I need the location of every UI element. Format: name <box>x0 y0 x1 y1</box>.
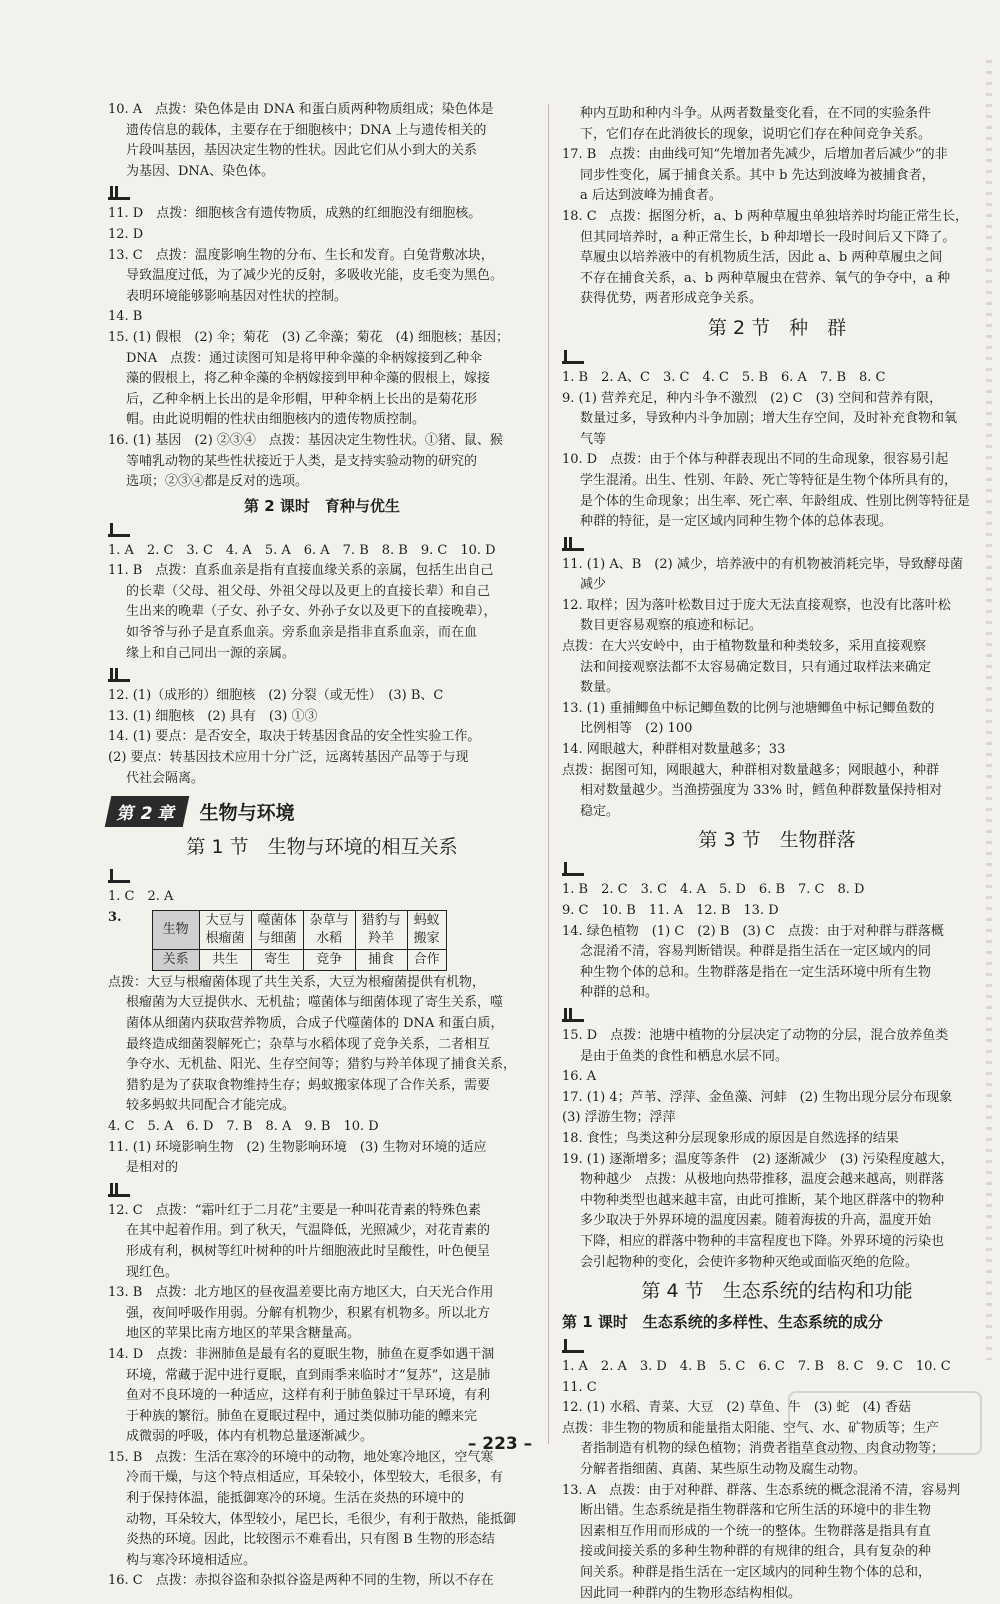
chapter-heading <box>108 793 536 829</box>
answer-line: 数量。 <box>580 680 620 696</box>
table-cell: 寄生 <box>251 949 303 970</box>
level-1-icon <box>562 1338 992 1356</box>
answer-line: 断出错。生态系统是指生物群落和它所生活的环境中的非生物 <box>580 1503 932 1519</box>
answer-line: 10. D 点拨：由于个体与种群表现出不同的生命现象，很容易引起 <box>562 452 949 468</box>
answers-block <box>108 541 536 665</box>
answer-line: 根瘤菌为大豆提供水、无机盐；噬菌体与细菌体现了寄生关系，噬 <box>126 995 504 1011</box>
answer-line: 1. A 2. C 3. C 4. A 5. A 6. A 7. B 8. B 9. C 10. D <box>108 542 496 558</box>
question-number: 3. <box>108 909 122 925</box>
answer-line: 接或间接关系的多种生物种群的有规律的组合，具有复杂的种 <box>580 1544 932 1560</box>
answer-line: 多少取决于外界环境的温度因素。随着海拔的升高，温度开始 <box>580 1213 932 1229</box>
table-row <box>152 910 446 949</box>
chapter-tag: 第 2 章 <box>105 796 189 827</box>
answer-line: 点拨：在大兴安岭中，由于植物数量和种类较多，采用直接观察 <box>562 639 927 655</box>
answers-block <box>108 887 536 908</box>
answer-line: 会引起物种的变化，会使许多物种灭绝或面临灭绝的危险。 <box>580 1254 919 1270</box>
answer-line: 点拨：据图可知，网眼越大，种群相对数量越多；网眼越小，种群 <box>562 762 940 778</box>
answer-line: 最终造成细菌裂解死亡；杂草与水稻体现了竞争关系，二者相互 <box>126 1036 491 1052</box>
answers-block <box>562 104 992 310</box>
table-cell: 大豆与 根瘤菌 <box>199 910 251 949</box>
answer-line: a 后达到波峰为捕食者。 <box>580 188 722 204</box>
answer-line: 18. 食性；鸟类这种分层现象形成的原因是自然选择的结果 <box>562 1130 899 1146</box>
answer-line: 法和间接观察法都不太容易确定数目，只有通过取样法来确定 <box>580 659 932 675</box>
answer-line: 分解者指细菌、真菌、某些原生动物及腐生动物。 <box>580 1462 867 1478</box>
answer-line: 16. C 点拨：赤拟谷盗和杂拟谷盗是两种不同的生物，所以不存在 <box>108 1573 494 1589</box>
left-column <box>108 100 536 1592</box>
table-header-cell: 关系 <box>152 949 199 970</box>
table-row <box>152 949 446 970</box>
table-cell: 合作 <box>407 949 446 970</box>
answer-line: 数量过多，导致种内斗争加剧；增大生存空间，及时补充食物和氧 <box>580 411 958 427</box>
answers-block <box>562 368 992 533</box>
answer-line: 选项；②③④都是反对的选项。 <box>126 474 309 490</box>
answer-line: 形成有利，枫树等红叶树种的叶片细胞液此时呈酸性，叶色便呈 <box>126 1243 491 1259</box>
answer-line: 念混淆不清，容易判断错误。种群是指生活在一定区域内的同 <box>580 944 932 960</box>
answer-line: 比例相等 (2) 100 <box>580 721 693 737</box>
table-header-cell: 生物 <box>152 910 199 949</box>
answer-line: 17. B 点拨：由曲线可知“先增加者先减少，后增加者后减少”的非 <box>562 147 948 163</box>
answer-line: 11. C <box>562 1379 597 1395</box>
answers-block <box>108 686 536 789</box>
answer-line: 14. 绿色植物 (1) C (2) B (3) C 点拨：由于对种群与群落概 <box>562 923 944 939</box>
right-column <box>562 104 992 1604</box>
answer-line: 种群的总和。 <box>580 985 659 1001</box>
answer-line: 16. (1) 基因 (2) ②③④ 点拨：基因决定生物性状。①猪、鼠、猴 <box>108 432 503 448</box>
lesson-title: 第 2 课时 育种与优生 <box>244 496 400 515</box>
answers-block <box>108 100 536 182</box>
answer-line: 13. B 点拨：北方地区的昼夜温差要比南方地区大，白天光合作用 <box>108 1285 494 1301</box>
answer-line: 下降，相应的群落中物种的丰富程度也下降。外界环境的污染也 <box>580 1233 945 1249</box>
chapter-title: 生物与环境 <box>199 801 295 824</box>
answer-line: 1. B 2. A、C 3. C 4. C 5. B 6. A 7. B 8. C <box>562 369 886 385</box>
answer-line: 于种族的繁衍。肺鱼在夏眠过程中，通过类似肺功能的鳔来完 <box>126 1408 478 1424</box>
answer-line: 10. A 点拨：染色体是由 DNA 和蛋白质两种物质组成；染色体是 <box>108 102 494 117</box>
answer-line: 强，夜间呼吸作用弱。分解有机物少，积累有机物多。所以北方 <box>126 1305 491 1321</box>
section-title: 第 4 节 生态系统的结构和功能 <box>641 1280 913 1303</box>
answer-line: 气等 <box>580 431 607 447</box>
answer-line: 在其中起着作用。到了秋天，气温降低，光照减少，对花青素的 <box>126 1223 491 1239</box>
answers-block <box>562 1026 992 1273</box>
level-1-icon <box>562 349 992 367</box>
answer-line: 14. B <box>108 309 143 325</box>
answers-block <box>108 973 536 1179</box>
answer-line: 15. B 点拨：生活在寒冷的环境中的动物，地处寒冷地区，空气寒 <box>108 1449 494 1465</box>
answers-block <box>108 1201 536 1592</box>
answer-line: 因素相互作用而形成的一个统一的整体。生物群落是指具有直 <box>580 1523 932 1539</box>
answer-line: 12. C 点拨：“霜叶红于二月花”主要是一种叫花青素的特殊色素 <box>108 1202 482 1218</box>
answer-line: 15. D 点拨：池塘中植物的分层决定了动物的分层，混合放养鱼类 <box>562 1027 949 1043</box>
level-2-icon <box>562 536 992 554</box>
answer-line: 代社会隔离。 <box>126 770 205 786</box>
answer-line: (3) 浮游生物；浮萍 <box>562 1110 676 1126</box>
answer-line: 冷而干燥，与这个特点相适应，耳朵较小，体型较大，毛很多，有 <box>126 1470 504 1486</box>
section-title: 第 2 节 种 群 <box>707 316 847 339</box>
answer-line: 17. (1) 4；芦苇、浮萍、金鱼藻、河蚌 (2) 生物出现分层分布现象 <box>562 1089 953 1105</box>
answer-line: 种内互助和种内斗争。从两者数量变化看，在不同的实验条件 <box>580 106 932 121</box>
section-title: 第 1 节 生物与环境的相互关系 <box>186 836 458 859</box>
level-1-icon <box>562 861 992 879</box>
lesson-title: 第 1 课时 生态系统的多样性、生态系统的成分 <box>562 1313 883 1332</box>
answer-line: 1. C 2. A <box>108 889 174 905</box>
answer-line: 点拨：非生物的物质和能量指太阳能、空气、水、矿物质等；生产 <box>562 1420 940 1436</box>
table-cell: 共生 <box>199 949 251 970</box>
answer-line: 14. (1) 要点：是否安全，取决于转基因食品的安全性实验工作。 <box>108 729 481 745</box>
answer-line: 鱼对不良环境的一种适应，这样有利于肺鱼躲过干旱环境，有利 <box>126 1388 491 1404</box>
answer-line: 中物种类型也越来越丰富，由此可推断，某个地区群落中的物种 <box>580 1192 945 1208</box>
answer-line: 12. 取样；因为落叶松数目过于庞大无法直接观察，也没有比落叶松 <box>562 597 951 613</box>
answer-line: 16. A <box>562 1069 597 1085</box>
answers-block <box>562 880 992 1004</box>
answer-line: 14. 网眼越大，种群相对数量越多；33 <box>562 742 786 758</box>
answer-line: 点拨：大豆与根瘤菌体现了共生关系，大豆为根瘤菌提供有机物， <box>108 974 486 990</box>
answer-line: 减少 <box>580 577 607 593</box>
answer-line: 者指制造有机物的绿色植物；消费者指草食动物、肉食动物等； <box>580 1441 945 1457</box>
section-title: 第 3 节 生物群落 <box>698 829 856 852</box>
relation-table-wrap <box>108 908 536 973</box>
page-number: – 223 – <box>467 1434 533 1454</box>
answer-line: 不存在捕食关系，a、b 两种草履虫在营养、氧气的争夺中，a 种 <box>580 270 951 286</box>
answer-line: 动物，耳朵较大，体型较小，尾巴长，毛很少，有利于散热，能抵御 <box>126 1511 517 1527</box>
level-2-icon <box>108 1182 536 1200</box>
answer-line: 稳定。 <box>580 803 620 819</box>
answer-line: 4. C 5. A 6. D 7. B 8. A 9. B 10. D <box>108 1118 379 1134</box>
answer-line: (2) 要点：转基因技术应用十分广泛，远离转基因产品等于与现 <box>108 750 469 766</box>
answer-line: 15. (1) 假根 (2) 伞；菊花 (3) 乙伞藻；菊花 (4) 细胞核；基因； <box>108 329 509 345</box>
answer-line: 13. A 点拨：由于对种群、群落、生态系统的概念混淆不清，容易判 <box>562 1482 961 1498</box>
watermark-logo <box>788 1391 982 1455</box>
answer-line: 草履虫以培养液中的有机物质生活，因此 a、b 两种草履虫之间 <box>580 250 943 266</box>
table-cell: 竞争 <box>303 949 355 970</box>
column-divider <box>548 104 549 1444</box>
answer-line: 12. (1) 水稻、青菜、大豆 (2) 草鱼、牛 (3) 蛇 (4) 香菇 <box>562 1400 911 1416</box>
answer-line: 13. (1) 细胞核 (2) 具有 (3) ①③ <box>108 708 318 724</box>
answer-line: 1. A 2. A 3. D 4. B 5. C 6. C 7. B 8. C 9. C 10. C <box>562 1359 951 1375</box>
answer-line: 较多蚂蚁共同配合才能完成。 <box>126 1098 296 1114</box>
answer-line: 种生物个体的总和。生物群落是指在一定生活环境中所有生物 <box>580 964 932 980</box>
relation-table <box>152 910 447 971</box>
answer-line: 后，乙种伞柄上长出的是伞形帽，甲种伞柄上长出的是菊花形 <box>126 391 478 407</box>
table-cell: 捕食 <box>355 949 407 970</box>
answer-line: 9. (1) 营养充足，种内斗争不激烈 (2) C (3) 空间和营养有限， <box>562 390 943 406</box>
answer-line: 物种越少 点拨：从极地向热带推移，温度会越来越高，则群落 <box>580 1172 945 1188</box>
table-cell: 猎豹与 羚羊 <box>355 910 407 949</box>
answer-line: 间关系。种群是指生活在一定区域内的同种生物个体的总和， <box>580 1565 932 1581</box>
answer-line: 缘上和自己同出一源的亲属。 <box>126 645 296 661</box>
answer-line: 11. B 点拨：直系血亲是指有直接血缘关系的亲属，包括生出自己 <box>108 563 494 579</box>
answer-line: 11. (1) A、B (2) 减少，培养液中的有机物被消耗完毕，导致酵母菌 <box>562 556 963 572</box>
answer-line: 18. C 点拨：据图分析，a、b 两种草履虫单独培养时均能正常生长， <box>562 208 968 224</box>
answer-line: 获得优势，两者形成竞争关系。 <box>580 291 763 307</box>
answer-line: 13. C 点拨：温度影响生物的分布、生长和发育。白兔背敷冰块， <box>108 247 494 263</box>
level-2-icon <box>108 667 536 685</box>
answer-line: 但其同培养时，a 种正常生长，b 种却增长一段时间后又下降了。 <box>580 229 956 245</box>
answer-line: 如爷爷与孙子是直系血亲。旁系血亲是指非直系血亲，而在血 <box>126 625 478 641</box>
answer-line: 片段叫基因，基因决定生物的性状。因此它们从小到大的关系 <box>126 143 478 159</box>
answer-line: 同步性变化，属于捕食关系。其中 b 先达到波峰为被捕食者， <box>580 167 935 183</box>
level-2-icon <box>562 1007 992 1025</box>
answer-line: 是个体的生命现象；出生率、死亡率、年龄组成、性别比例等特征是 <box>580 493 971 509</box>
answer-line: 14. D 点拨：非洲肺鱼是最有名的夏眠生物，肺鱼在夏季如遇干涸 <box>108 1346 495 1362</box>
answers-block <box>562 555 992 823</box>
table-cell: 杂草与 水稻 <box>303 910 355 949</box>
answer-line: 炎热的环境。因此，比较图示不难看出，只有图 B 生物的形态结 <box>126 1532 495 1548</box>
answer-line: 利于保持体温，能抵御寒冷的环境。生活在炎热的环境中的 <box>126 1491 465 1507</box>
answer-line: 菌体从细菌内获取营养物质，合成子代噬菌体的 DNA 和蛋白质， <box>126 1016 504 1031</box>
answer-line: 学生混淆。出生、性别、年龄、死亡等特征是生物个体所具有的， <box>580 472 958 488</box>
answer-line: 11. D 点拨：细胞核含有遗传物质，成熟的红细胞没有细胞核。 <box>108 206 482 222</box>
answer-line: 争夺水、无机盐、阳光、生存空间等；猎豹与羚羊体现了捕食关系， <box>126 1057 517 1073</box>
answer-line: 1. B 2. C 3. C 4. A 5. D 6. B 7. C 8. D <box>562 882 865 898</box>
answer-line: 导致温度过低，为了减少光的反射，多吸收光能，皮毛变为黑色。 <box>126 268 504 284</box>
answer-line: 地区的苹果比南方地区的苹果含糖量高。 <box>126 1326 361 1342</box>
answer-line: 生出来的晚辈（子女、孙子女、外孙子女以及更下的直接晚辈）， <box>126 604 497 620</box>
answer-line: 的长辈（父母、祖父母、外祖父母以及更上的直接长辈）和自己 <box>126 583 491 599</box>
answer-line: 现红色。 <box>126 1264 179 1280</box>
answer-line: 构与寒冷环境相适应。 <box>126 1552 257 1568</box>
table-cell: 噬菌体 与细菌 <box>251 910 303 949</box>
table-cell: 蚂蚁 搬家 <box>407 910 446 949</box>
answer-line: DNA 点拨：通过读图可知是将甲种伞藻的伞柄嫁接到乙种伞 <box>126 350 483 366</box>
answer-line: 等哺乳动物的某些性状接近于人类，是支持实验动物的研究的 <box>126 453 478 469</box>
answer-line: 12. (1)（成形的）细胞核 (2) 分裂（或无性） (3) B、C <box>108 688 444 704</box>
answer-line: 11. (1) 环境影响生物 (2) 生物影响环境 (3) 生物对环境的适应 <box>108 1139 487 1155</box>
answer-line: 成微弱的呼吸，体内有机物总量逐渐减少。 <box>126 1429 374 1445</box>
answer-line: 环境，常藏于泥中进行夏眠，直到雨季来临时才“复苏”，这是肺 <box>126 1367 491 1383</box>
level-2-icon <box>108 185 536 203</box>
level-1-icon <box>108 868 536 886</box>
answer-line: 因此同一种群内的生物形态结构相似。 <box>580 1585 802 1601</box>
answer-line: 种群的特征，是一定区域内同种生物个体的总体表现。 <box>580 514 893 530</box>
answer-line: 表明环境能够影响基因对性状的控制。 <box>126 288 348 304</box>
answer-line: 遗传信息的载体，主要存在于细胞核中；DNA 上与遗传相关的 <box>126 122 487 138</box>
answer-line: 是由于鱼类的食性和栖息水层不同。 <box>580 1048 789 1064</box>
answer-line: 为基因、DNA、染色体。 <box>126 163 275 179</box>
level-1-icon <box>108 522 536 540</box>
answer-line: 9. C 10. B 11. A 12. B 13. D <box>562 903 779 918</box>
answer-line: 数目更容易观察的痕迹和标记。 <box>580 618 763 634</box>
answer-line: 13. (1) 重捕鲫鱼中标记鲫鱼数的比例与池塘鲫鱼中标记鲫鱼数的 <box>562 700 935 716</box>
answer-line: 帽。由此说明帽的性状由细胞核内的遗传物质控制。 <box>126 412 426 428</box>
answer-line: 19. (1) 逐渐增多；温度等条件 (2) 逐渐减少 (3) 污染程度越大， <box>562 1151 954 1167</box>
answer-line: 相对数量越少。当渔捞强度为 33% 时，鳕鱼种群数量保持相对 <box>580 783 943 799</box>
answers-block <box>108 204 536 492</box>
answer-line: 12. D <box>108 226 144 242</box>
answer-line: 藻的假根上，将乙种伞藻的伞柄嫁接到甲种伞藻的假根上，嫁接 <box>126 371 491 387</box>
answer-line: 下，它们存在此消彼长的现象，说明它们存在种间竞争关系。 <box>580 126 932 142</box>
answer-line: 是相对的 <box>126 1160 179 1176</box>
answer-line: 猎豹是为了获取食物维持生存；蚂蚁搬家体现了合作关系，需要 <box>126 1077 491 1093</box>
